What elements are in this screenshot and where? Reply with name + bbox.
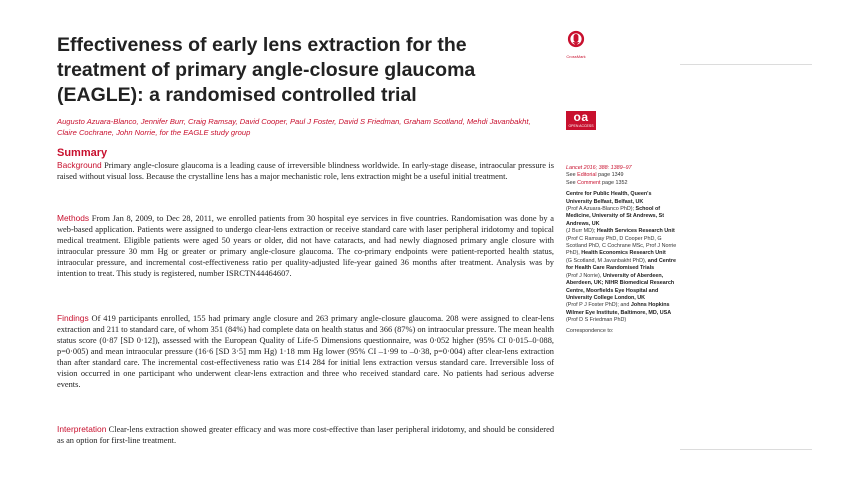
divider-top	[680, 64, 812, 65]
comment-link[interactable]: Comment	[577, 179, 601, 186]
methods-label: Methods	[57, 213, 90, 223]
oa-badge-text: oa	[573, 110, 589, 124]
background-text: Primary angle-closure glaucoma is a leading cause of irreversible blindness worldwide. In early-stage disease, intraocular pressure is raised without visual loss. Because the crystalline lens has a major mechanistic role, lens extraction might be a useful initial treatment.	[57, 161, 555, 181]
see-editorial-prefix: See	[566, 172, 576, 179]
affiliation-bold: University of Aberdeen, Aberdeen, UK; NIHR Biomedical Research Centre, Moorfields Eye Hospital and University College London, UK	[566, 272, 675, 301]
see-editorial	[566, 172, 678, 179]
crossmark-icon	[567, 30, 585, 48]
affiliation-bold: Health Services Research Unit	[596, 228, 675, 235]
oa-badge-subtext: OPEN ACCESS	[568, 124, 594, 128]
affiliations	[566, 191, 678, 324]
affiliation-plain: (J Burr MD);	[566, 228, 596, 235]
affiliation-plain: (Prof C Ramsay PhD, D Cooper PhD, G Scotland PhD, C Cochrane MSc, Prof J Norrie PhD),	[566, 235, 677, 257]
affiliation-bold: Johns Hopkins Wilmer Eye Institute, Baltimore, MD, USA	[566, 302, 672, 316]
crossmark-logo[interactable]	[566, 30, 586, 59]
article-title: Effectiveness of early lens extraction for the treatment of primary angle-closure glaucoma (EAGLE): a randomised controlled trial	[57, 34, 476, 106]
affiliation-plain: (Prof D S Friedman PhD)	[566, 317, 627, 324]
affiliation-bold: School of Medicine, University of St Andrews, St Andrews, UK	[566, 206, 665, 227]
affiliation-plain: (Prof A Azuara-Blanco PhD);	[566, 206, 635, 213]
crossmark-label: CrossMark	[566, 54, 586, 59]
findings-label: Findings	[57, 313, 89, 323]
see-comment-prefix: See	[566, 179, 576, 186]
editorial-link[interactable]: Editorial	[577, 172, 597, 179]
affiliation-plain: (Prof J Norrie),	[566, 272, 602, 279]
interpretation-paragraph	[57, 424, 554, 446]
background-paragraph	[57, 160, 554, 182]
author-list: Augusto Azuara-Blanco, Jennifer Burr, Craig Ramsay, David Cooper, Paul J Foster, David S Friedman, Graham Scotland, Mehdi Javanbakht, Claire Cochrane, John Norrie, for the EAGLE study group	[57, 117, 531, 137]
interpretation-label: Interpretation	[57, 424, 107, 434]
summary-heading: Summary	[57, 147, 108, 159]
affiliation-bold: Centre for Public Health, Queen's University Belfast, Belfast, UK	[566, 191, 652, 205]
methods-paragraph	[57, 213, 554, 279]
see-comment	[566, 180, 678, 187]
affiliation-bold: and Centre for Health Care Randomised Trials	[566, 257, 676, 272]
affiliation-plain: (G Scotland, M Javanbakht PhD),	[566, 257, 647, 264]
see-editorial-suffix: page 1349	[598, 172, 624, 179]
affiliation-plain: (Prof P J Foster PhD); and	[566, 302, 630, 309]
findings-text: Of 419 participants enrolled, 155 had primary angle closure and 263 primary angle-closure glaucoma. 208 were assigned to clear-lens extraction and 211 to standard care, of whom 351 (84%) had complete data on health status and 366 (87%) on intraocular pressure. The mean health status score (0·87 [SD 0·12]), assessed with the European Quality of Life-5 Dimensions questionnaire, was 0·052 higher (95% CI 0·015–0·088, p=0·005) and mean intraocular pressure (16·6 [SD 3·5] mm Hg) 1·18 mm Hg lower (95% CI –1·99 to –0·38, p=0·004) after clear-lens extraction than after standard care. The incremental cost-effectiveness ratio was £14 284 for initial lens extraction versus standard care. Irreversible loss of vision occurred in one participant who underwent clear-lens extraction and three who received standard care. No patients had serious adverse events.	[57, 314, 555, 389]
open-access-badge	[566, 111, 596, 130]
sidebar-notes	[566, 165, 678, 335]
citation: Lancet 2016; 388: 1389–97	[566, 165, 632, 171]
correspondence-label: Correspondence to:	[566, 327, 614, 334]
see-comment-suffix: page 1352	[601, 179, 628, 186]
affiliation-bold: Health Economics Research Unit	[581, 250, 666, 257]
background-label: Background	[57, 160, 102, 170]
interpretation-text: Clear-lens extraction showed greater efficacy and was more cost-effective than laser peripheral iridotomy, and should be considered as an option for first-line treatment.	[57, 425, 555, 445]
divider-bottom	[680, 449, 812, 450]
findings-paragraph	[57, 313, 554, 390]
methods-text: From Jan 8, 2009, to Dec 28, 2011, we enrolled patients from 30 hospital eye services in five countries. Randomisation was done by a web-based application. Patients were assigned to undergo clear-lens extraction or receive standard care with laser peripheral iridotomy and topical medical treatment. Eligible patients were aged 50 years or older, did not have cataracts, and had newly diagnosed primary angle closure with intraocular pressure 30 mm Hg or greater or primary angle-closure glaucoma. The co-primary endpoints were patient-reported health status, intraocular pressure, and incremental cost-effectiveness ratio per quality-adjusted life-year gained 36 months after treatment. Analysis was by intention to treat. This study is registered, number ISRCTN44464607.	[57, 214, 554, 278]
